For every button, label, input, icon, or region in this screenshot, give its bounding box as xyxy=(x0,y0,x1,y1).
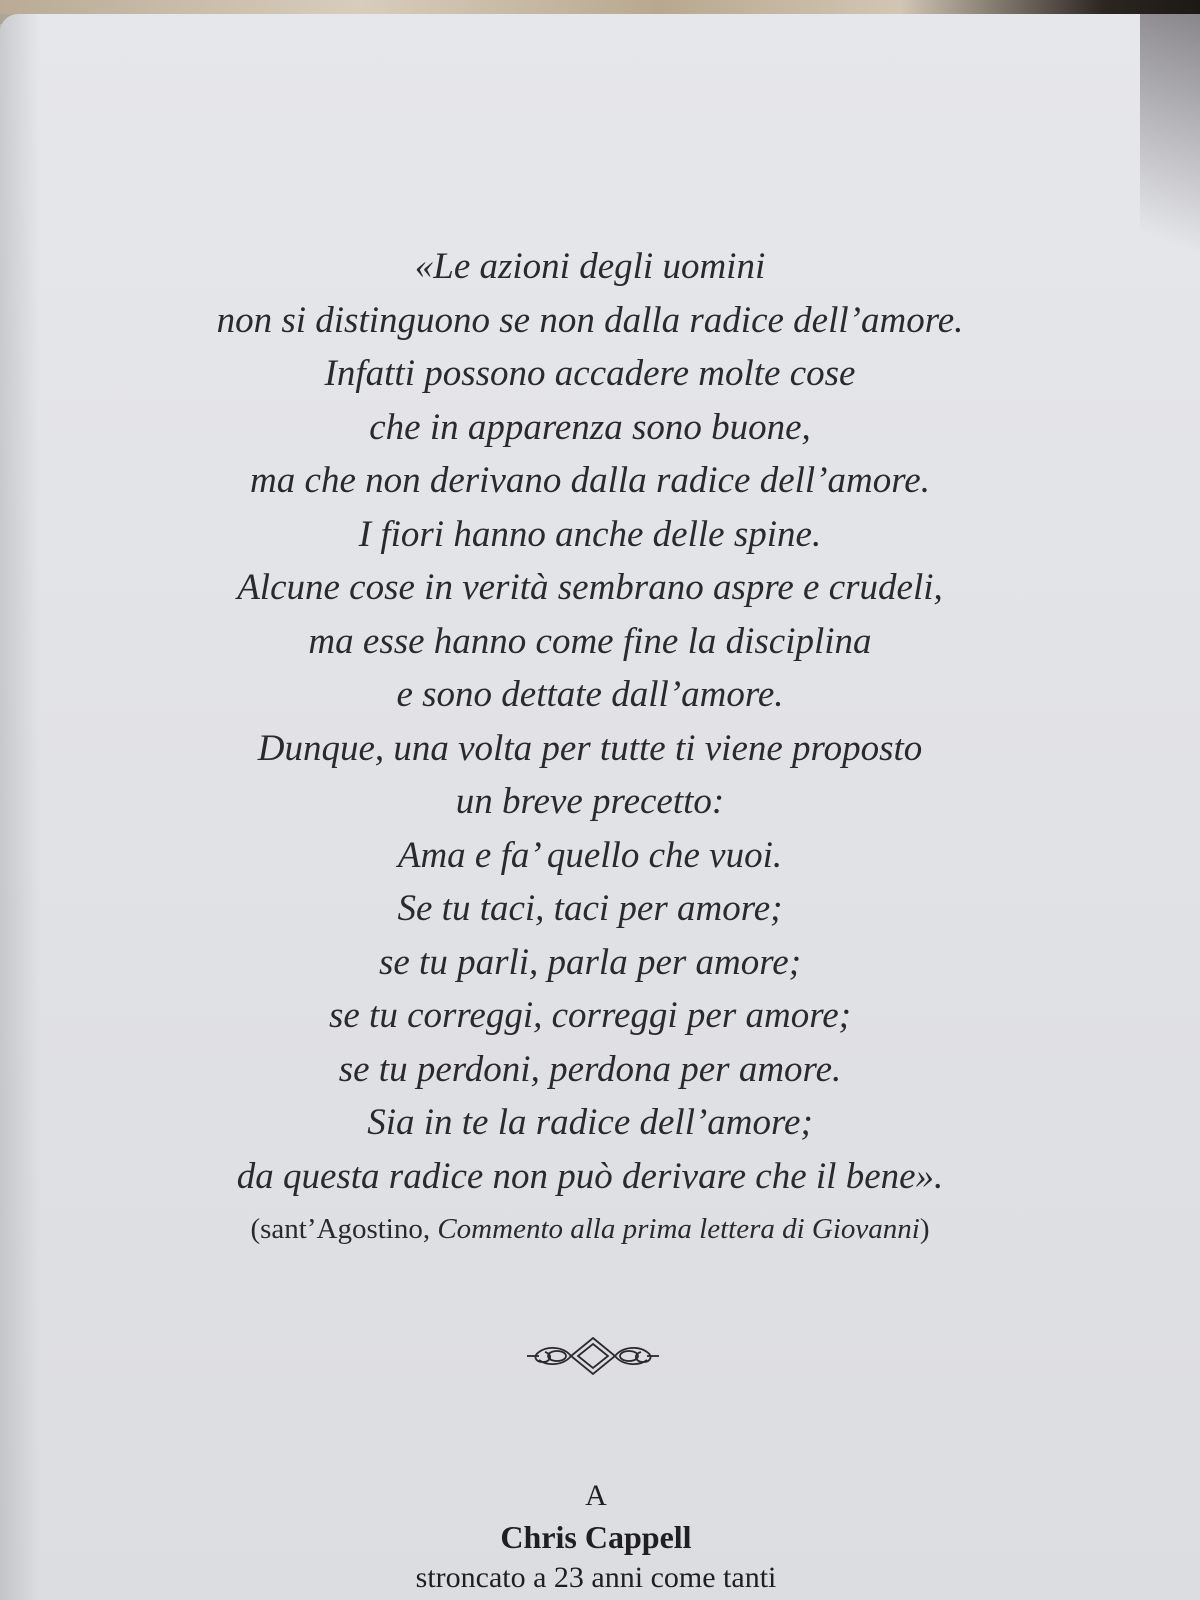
citation-work-title: Commento alla prima lettera di Giovanni xyxy=(437,1213,920,1245)
quote-line: Ama e fa’ quello che vuoi. xyxy=(397,834,783,876)
dedication-name: Chris Cappell xyxy=(500,1519,692,1555)
citation-suffix: ) xyxy=(919,1213,930,1245)
quote-line: «Le azioni degli uomini xyxy=(414,246,766,287)
quote-line: Sia in te la radice dell’amore; xyxy=(367,1102,813,1143)
quote-line: da questa radice non può derivare che il bene». xyxy=(236,1155,944,1197)
quote-line: Se tu taci, taci per amore; xyxy=(397,888,783,929)
quote-line: se tu correggi, correggi per amore; xyxy=(328,995,851,1036)
quote-line: I fiori hanno anche delle spine. xyxy=(358,513,822,555)
dedication-text: stroncato a 23 anni come tanti xyxy=(415,1561,777,1594)
dedication-to: A xyxy=(585,1479,607,1512)
quote-line: che in apparenza sono buone, xyxy=(369,406,811,448)
quote-line: Infatti possono accadere molte cose xyxy=(324,353,856,394)
quote-line: Dunque, una volta per tutte ti viene proposto xyxy=(257,727,923,769)
quote-line: non si distinguono se non dalla radice dell’amore. xyxy=(216,299,964,341)
quote-line: Alcune cose in verità sembrano aspre e crudeli, xyxy=(237,567,943,608)
dedication xyxy=(200,1476,992,1598)
citation-prefix: (sant’Agostino, xyxy=(250,1213,438,1245)
augustine-quote xyxy=(70,240,1110,1249)
quote-line: e sono dettate dall’amore. xyxy=(396,674,784,715)
quote-line: se tu perdoni, perdona per amore. xyxy=(338,1048,842,1090)
quote-line: se tu parli, parla per amore; xyxy=(378,941,802,983)
quote-line: ma che non derivano dalla radice dell’amore. xyxy=(250,460,930,501)
quote-line: un breve precetto: xyxy=(455,781,725,822)
quote-line: ma esse hanno come fine la disciplina xyxy=(308,620,872,662)
quote-citation xyxy=(70,1209,1110,1249)
fleuron-ornament-icon xyxy=(523,1332,663,1380)
